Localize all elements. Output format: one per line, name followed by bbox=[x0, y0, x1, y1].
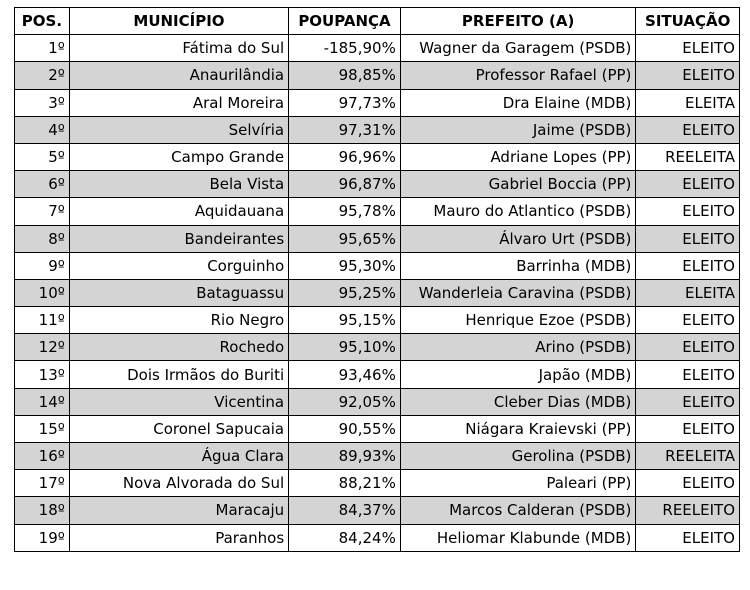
cell-savings: 84,24% bbox=[289, 524, 401, 551]
header-municipality: MUNICÍPIO bbox=[69, 8, 288, 35]
table-row bbox=[15, 252, 740, 279]
cell-savings: 95,65% bbox=[289, 225, 401, 252]
cell-status: ELEITO bbox=[636, 361, 740, 388]
cell-municipality: Rochedo bbox=[69, 334, 288, 361]
cell-savings: 97,31% bbox=[289, 116, 401, 143]
table-row bbox=[15, 62, 740, 89]
cell-position: 2º bbox=[15, 62, 70, 89]
cell-savings: 88,21% bbox=[289, 470, 401, 497]
cell-position: 6º bbox=[15, 171, 70, 198]
header-savings: POUPANÇA bbox=[289, 8, 401, 35]
cell-savings: -185,90% bbox=[289, 35, 401, 62]
table-row bbox=[15, 415, 740, 442]
cell-position: 13º bbox=[15, 361, 70, 388]
table-row bbox=[15, 143, 740, 170]
cell-municipality: Aral Moreira bbox=[69, 89, 288, 116]
cell-municipality: Anaurilândia bbox=[69, 62, 288, 89]
cell-municipality: Bataguassu bbox=[69, 279, 288, 306]
cell-position: 7º bbox=[15, 198, 70, 225]
cell-municipality: Água Clara bbox=[69, 443, 288, 470]
table-header-row bbox=[15, 8, 740, 35]
cell-mayor: Japão (MDB) bbox=[400, 361, 636, 388]
cell-municipality: Dois Irmãos do Buriti bbox=[69, 361, 288, 388]
cell-mayor: Marcos Calderan (PSDB) bbox=[400, 497, 636, 524]
cell-mayor: Wanderleia Caravina (PSDB) bbox=[400, 279, 636, 306]
cell-savings: 89,93% bbox=[289, 443, 401, 470]
table-row bbox=[15, 279, 740, 306]
cell-position: 8º bbox=[15, 225, 70, 252]
cell-position: 16º bbox=[15, 443, 70, 470]
cell-position: 3º bbox=[15, 89, 70, 116]
cell-mayor: Gabriel Boccia (PP) bbox=[400, 171, 636, 198]
cell-savings: 95,15% bbox=[289, 307, 401, 334]
cell-status: ELEITO bbox=[636, 171, 740, 198]
cell-savings: 92,05% bbox=[289, 388, 401, 415]
cell-mayor: Professor Rafael (PP) bbox=[400, 62, 636, 89]
cell-mayor: Heliomar Klabunde (MDB) bbox=[400, 524, 636, 551]
cell-mayor: Wagner da Garagem (PSDB) bbox=[400, 35, 636, 62]
cell-mayor: Gerolina (PSDB) bbox=[400, 443, 636, 470]
table-row bbox=[15, 361, 740, 388]
cell-status: ELEITO bbox=[636, 307, 740, 334]
cell-savings: 98,85% bbox=[289, 62, 401, 89]
cell-savings: 84,37% bbox=[289, 497, 401, 524]
cell-status: ELEITO bbox=[636, 225, 740, 252]
cell-status: ELEITO bbox=[636, 388, 740, 415]
cell-status: REELEITA bbox=[636, 443, 740, 470]
cell-mayor: Jaime (PSDB) bbox=[400, 116, 636, 143]
cell-municipality: Bela Vista bbox=[69, 171, 288, 198]
cell-position: 10º bbox=[15, 279, 70, 306]
cell-municipality: Nova Alvorada do Sul bbox=[69, 470, 288, 497]
cell-savings: 95,78% bbox=[289, 198, 401, 225]
cell-municipality: Corguinho bbox=[69, 252, 288, 279]
cell-mayor: Henrique Ezoe (PSDB) bbox=[400, 307, 636, 334]
cell-position: 12º bbox=[15, 334, 70, 361]
cell-mayor: Arino (PSDB) bbox=[400, 334, 636, 361]
cell-position: 1º bbox=[15, 35, 70, 62]
table-row bbox=[15, 334, 740, 361]
table-row bbox=[15, 470, 740, 497]
cell-position: 5º bbox=[15, 143, 70, 170]
cell-position: 17º bbox=[15, 470, 70, 497]
cell-mayor: Cleber Dias (MDB) bbox=[400, 388, 636, 415]
cell-status: REELEITA bbox=[636, 143, 740, 170]
cell-position: 11º bbox=[15, 307, 70, 334]
header-position: POS. bbox=[15, 8, 70, 35]
cell-position: 4º bbox=[15, 116, 70, 143]
table-row bbox=[15, 443, 740, 470]
cell-mayor: Barrinha (MDB) bbox=[400, 252, 636, 279]
cell-savings: 90,55% bbox=[289, 415, 401, 442]
cell-status: ELEITA bbox=[636, 279, 740, 306]
cell-status: ELEITO bbox=[636, 334, 740, 361]
cell-status: ELEITO bbox=[636, 524, 740, 551]
cell-status: REELEITO bbox=[636, 497, 740, 524]
cell-municipality: Coronel Sapucaia bbox=[69, 415, 288, 442]
header-status: SITUAÇÃO bbox=[636, 8, 740, 35]
cell-mayor: Dra Elaine (MDB) bbox=[400, 89, 636, 116]
cell-status: ELEITO bbox=[636, 35, 740, 62]
cell-savings: 93,46% bbox=[289, 361, 401, 388]
cell-mayor: Paleari (PP) bbox=[400, 470, 636, 497]
table-row bbox=[15, 307, 740, 334]
cell-municipality: Selvíria bbox=[69, 116, 288, 143]
cell-municipality: Campo Grande bbox=[69, 143, 288, 170]
cell-mayor: Niágara Kraievski (PP) bbox=[400, 415, 636, 442]
cell-municipality: Rio Negro bbox=[69, 307, 288, 334]
cell-savings: 95,25% bbox=[289, 279, 401, 306]
ranking-table bbox=[14, 7, 740, 552]
table-row bbox=[15, 225, 740, 252]
cell-position: 18º bbox=[15, 497, 70, 524]
table-row bbox=[15, 171, 740, 198]
table-row bbox=[15, 388, 740, 415]
cell-status: ELEITO bbox=[636, 62, 740, 89]
cell-savings: 96,87% bbox=[289, 171, 401, 198]
cell-status: ELEITA bbox=[636, 89, 740, 116]
table-row bbox=[15, 35, 740, 62]
cell-savings: 96,96% bbox=[289, 143, 401, 170]
cell-position: 14º bbox=[15, 388, 70, 415]
ranking-table-container bbox=[14, 7, 740, 552]
table-row bbox=[15, 89, 740, 116]
cell-savings: 97,73% bbox=[289, 89, 401, 116]
cell-mayor: Adriane Lopes (PP) bbox=[400, 143, 636, 170]
cell-municipality: Maracaju bbox=[69, 497, 288, 524]
cell-municipality: Fátima do Sul bbox=[69, 35, 288, 62]
cell-mayor: Mauro do Atlantico (PSDB) bbox=[400, 198, 636, 225]
cell-position: 9º bbox=[15, 252, 70, 279]
table-row bbox=[15, 524, 740, 551]
table-row bbox=[15, 116, 740, 143]
header-mayor: PREFEITO (A) bbox=[400, 8, 636, 35]
cell-status: ELEITO bbox=[636, 415, 740, 442]
cell-mayor: Álvaro Urt (PSDB) bbox=[400, 225, 636, 252]
table-row bbox=[15, 198, 740, 225]
cell-municipality: Bandeirantes bbox=[69, 225, 288, 252]
cell-savings: 95,10% bbox=[289, 334, 401, 361]
cell-status: ELEITO bbox=[636, 116, 740, 143]
table-body bbox=[15, 35, 740, 552]
cell-position: 15º bbox=[15, 415, 70, 442]
cell-status: ELEITO bbox=[636, 470, 740, 497]
cell-status: ELEITO bbox=[636, 198, 740, 225]
cell-municipality: Paranhos bbox=[69, 524, 288, 551]
cell-savings: 95,30% bbox=[289, 252, 401, 279]
cell-municipality: Aquidauana bbox=[69, 198, 288, 225]
cell-position: 19º bbox=[15, 524, 70, 551]
table-row bbox=[15, 497, 740, 524]
cell-status: ELEITO bbox=[636, 252, 740, 279]
cell-municipality: Vicentina bbox=[69, 388, 288, 415]
